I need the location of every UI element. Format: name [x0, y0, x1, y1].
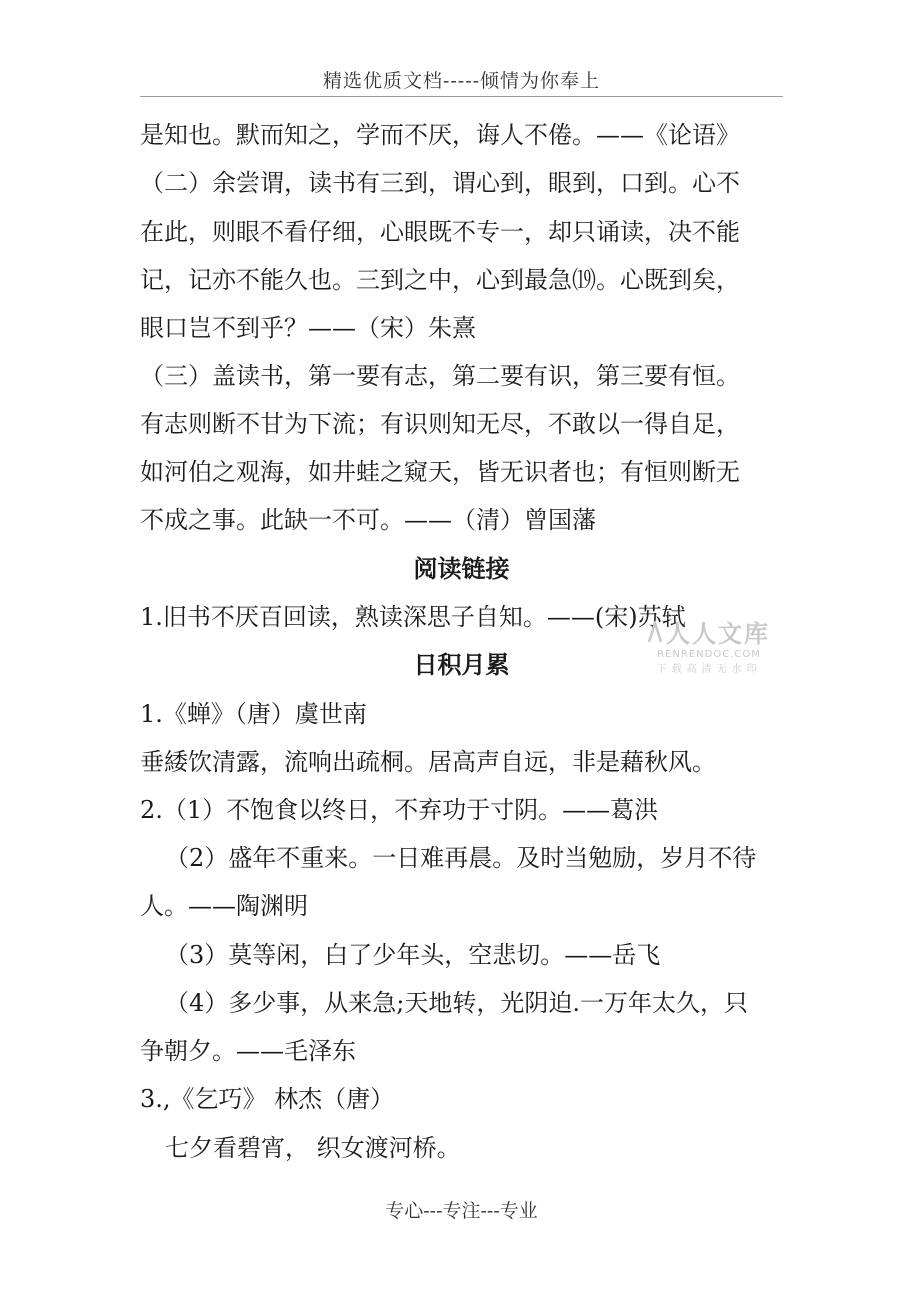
body-line: 是知也。默而知之，学而不厌，诲人不倦。——《论语》 [140, 121, 740, 149]
body-line: 眼口岂不到乎？——（宋）朱熹 [140, 314, 476, 342]
accum-line: 人。——陶渊明 [140, 892, 308, 920]
body-line: 在此，则眼不看仔细，心眼既不专一，却只诵读，决不能 [140, 218, 740, 246]
accum-line: 1.《蝉》（唐）虞世南 [140, 700, 367, 728]
accum-line: 争朝夕。——毛泽东 [140, 1037, 356, 1065]
watermark-logo-icon [648, 621, 662, 643]
body-line: 如河伯之观海，如井蛙之窥天，皆无识者也；有恒则断无 [140, 458, 740, 486]
watermark-title: 人人文库 [666, 620, 770, 648]
link-line: 1.旧书不厌百回读，熟读深思子自知。——(宋)苏轼 [140, 603, 686, 631]
accum-line: （2）盛年不重来。一日难再晨。及时当勉励，岁月不待 [165, 844, 757, 872]
watermark [646, 614, 772, 675]
body-line: 记，记亦不能久也。三到之中，心到最急⒆。心既到矣， [140, 266, 740, 294]
page-header: 精选优质文档-----倾情为你奉上 [322, 70, 601, 92]
watermark-url: RENRENDOC.COM [657, 649, 761, 660]
accum-line: （3）莫等闲，白了少年头，空悲切。——岳飞 [165, 941, 661, 969]
accum-line: 2.（1）不饱食以终日，不弃功于寸阴。——葛洪 [140, 796, 659, 824]
page-footer: 专心---专注---专业 [385, 1200, 538, 1222]
header-divider [140, 96, 783, 97]
body-line: 不成之事。此缺一不可。——（清）曾国藩 [140, 506, 596, 534]
body-line: 有志则断不甘为下流；有识则知无尽，不敢以一得自足， [140, 410, 740, 438]
accum-line: 3.,《乞巧》 林杰（唐） [140, 1085, 395, 1113]
body-line: （二）余尝谓，读书有三到，谓心到，眼到，口到。心不 [140, 169, 740, 197]
body-line: （三）盖读书，第一要有志，第二要有识，第三要有恒。 [140, 362, 740, 390]
accum-line: 垂緌饮清露，流响出疏桐。居高声自远，非是藉秋风。 [140, 748, 716, 776]
section-heading-reading-links: 阅读链接 [413, 555, 510, 583]
section-heading-daily-accumulation: 日积月累 [413, 651, 510, 679]
watermark-subtitle: 下载高清无水印 [656, 664, 762, 675]
accum-line: （4）多少事，从来急;天地转，光阴迫.一万年太久，只 [165, 989, 748, 1017]
accum-line: 七夕看碧宵， 织女渡河桥。 [165, 1134, 461, 1162]
